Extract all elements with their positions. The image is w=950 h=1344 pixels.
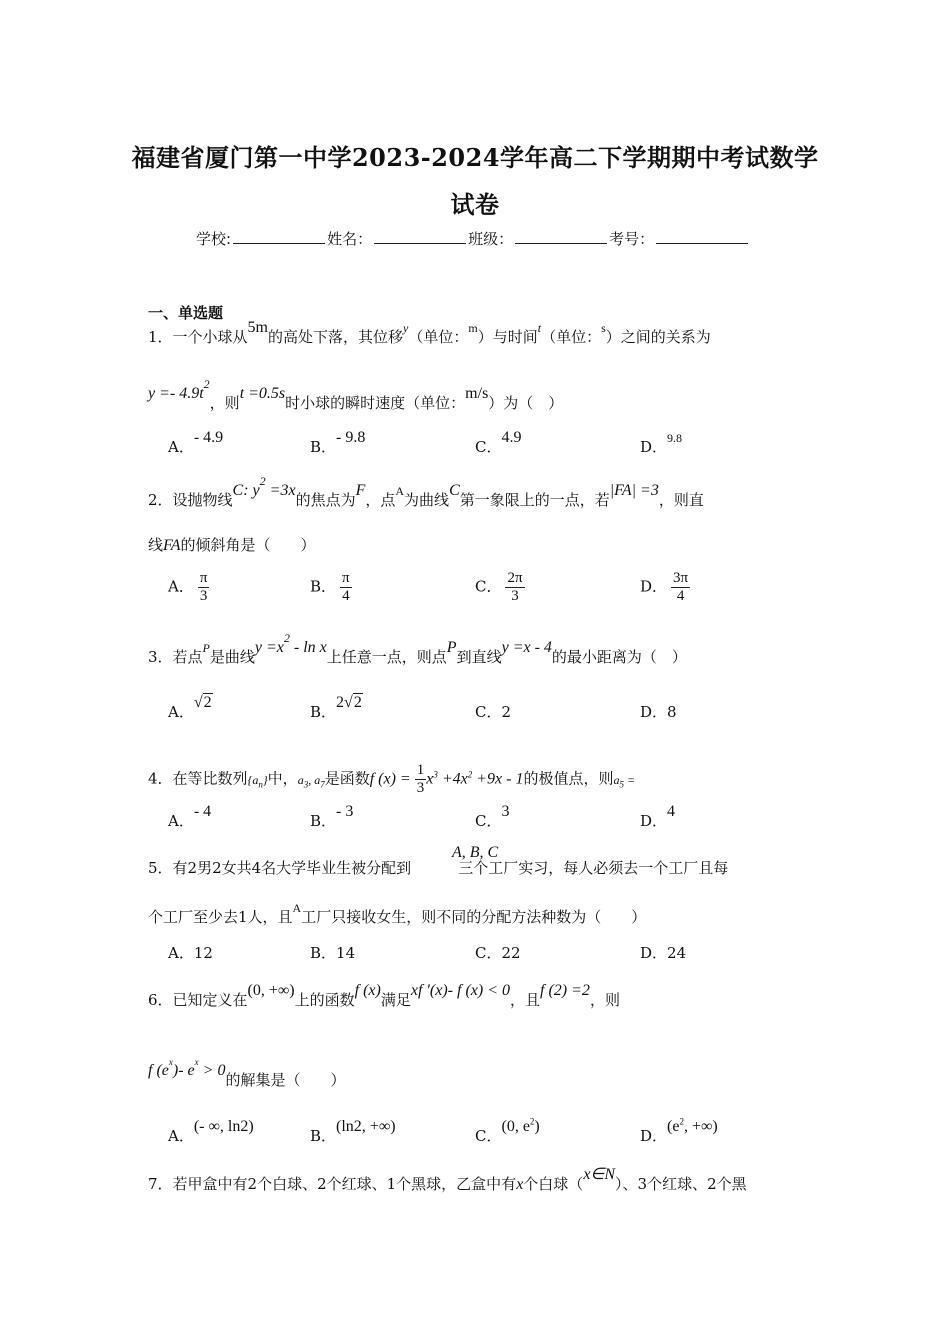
- q1-unit-velocity: m/s: [465, 385, 489, 402]
- class-label: 班级：: [468, 230, 514, 248]
- denominator: 4: [676, 588, 685, 604]
- q2-parabola: C: y: [232, 482, 260, 499]
- q3-point-p: P: [446, 639, 457, 656]
- term-a: a: [297, 772, 304, 787]
- seq-open: {a: [247, 772, 259, 787]
- question-5-line-2: [148, 901, 647, 928]
- value-part: ): [534, 1118, 540, 1135]
- name-label: 姓名：: [327, 230, 373, 248]
- numerator: 3π: [673, 570, 689, 586]
- q2-curve: C: [449, 482, 460, 499]
- option-label: A．: [168, 438, 194, 456]
- option-text: C．2: [475, 703, 512, 721]
- q3-option-d[interactable]: [640, 701, 677, 722]
- q2-text: 线: [148, 536, 164, 554]
- option-value: [501, 1118, 539, 1135]
- option-label: D．: [640, 1127, 668, 1145]
- option-label: D．: [640, 438, 668, 456]
- q6-option-b[interactable]: [310, 1118, 396, 1146]
- q4-poly: x: [426, 770, 434, 788]
- q6-option-d[interactable]: [640, 1116, 718, 1146]
- q4-option-b[interactable]: [310, 803, 354, 831]
- q6-inequality: xf ′(x)- f (x) < 0: [410, 982, 511, 999]
- option-label: C．: [475, 577, 502, 596]
- name-field[interactable]: [374, 229, 466, 244]
- number-field[interactable]: [656, 229, 748, 244]
- numerator: 1: [416, 762, 425, 778]
- exponent: 2: [679, 1116, 684, 1127]
- q3-text: 的最小距离为（ ）: [551, 648, 687, 666]
- q3-option-b[interactable]: [310, 694, 363, 722]
- option-value: [667, 1118, 718, 1135]
- q2-option-b[interactable]: [310, 570, 352, 605]
- option-text: A．12: [168, 944, 213, 962]
- q1-var-t: t: [537, 321, 542, 335]
- exponent: x: [168, 1057, 173, 1067]
- q4-option-c[interactable]: [475, 803, 510, 831]
- option-label: D．: [640, 577, 668, 596]
- option-label: A．: [168, 577, 194, 596]
- q5-option-d[interactable]: [640, 942, 686, 963]
- q4-text: 中，: [267, 769, 298, 788]
- q7-condition: x∈N: [583, 1166, 616, 1183]
- q2-distance: |FA| =3: [609, 482, 659, 499]
- section-title: 一、单选题: [148, 304, 224, 322]
- q1-formula-exponent: 2: [203, 377, 210, 391]
- option-label: C．: [475, 438, 502, 456]
- q4-a5: [613, 773, 635, 787]
- option-value: 4: [667, 803, 676, 820]
- denominator: 3: [416, 780, 425, 796]
- numerator: 2π: [507, 570, 523, 586]
- numerator: π: [199, 570, 208, 586]
- q1-formula: y =- 4.9t: [148, 385, 204, 402]
- option-label: B．: [310, 812, 337, 830]
- subscript: 7: [320, 778, 325, 789]
- q5-option-b[interactable]: [310, 942, 355, 963]
- q6-function: f (x): [354, 982, 381, 999]
- q1-text: ）为（ ）: [488, 394, 564, 412]
- question-2-line-2: [148, 535, 316, 556]
- q1-unit-m: m: [468, 321, 478, 335]
- q5-option-a[interactable]: [168, 942, 213, 963]
- q2-text: 第一象限上的一点，若: [459, 491, 610, 509]
- q5-factory-names: A, B, C: [452, 844, 499, 861]
- q1-option-c[interactable]: [475, 429, 522, 457]
- option-value: 4.9: [501, 429, 522, 446]
- q6-text: 上的函数: [294, 991, 355, 1009]
- q4-sequence: [248, 773, 268, 787]
- q1-option-d[interactable]: [640, 431, 683, 457]
- school-field[interactable]: [233, 229, 325, 244]
- q4-text: 是函数: [324, 769, 370, 788]
- q5-text: 5．有2男2女共4名大学毕业生被分配到: [148, 859, 412, 877]
- option-value: 3: [501, 803, 510, 820]
- q1-height: 5m: [247, 319, 268, 336]
- q2-option-d[interactable]: [640, 570, 690, 605]
- q6-expression: f (e: [148, 1062, 169, 1079]
- sqrt-expression: √2: [193, 694, 212, 711]
- equals: =: [623, 772, 636, 787]
- value-part: , +∞): [683, 1118, 718, 1135]
- q4-text: 4．在等比数列: [148, 769, 248, 788]
- q1-var-y: y: [403, 321, 409, 335]
- student-info-row: [196, 228, 750, 249]
- denominator: 4: [342, 588, 350, 604]
- option-label: B．: [310, 438, 337, 456]
- option-label: B．: [310, 577, 337, 596]
- exponent: 3: [433, 769, 438, 780]
- q1-text: 的高处下落，其位移: [268, 328, 404, 346]
- school-label: 学校:: [196, 230, 232, 248]
- q3-option-a[interactable]: [168, 694, 213, 722]
- option-label: C．: [475, 1127, 502, 1145]
- q1-time-value: t =0.5s: [239, 385, 286, 402]
- exponent: 2: [467, 769, 473, 780]
- q3-line: y =x - 4: [501, 639, 552, 656]
- q4-function: f (x) =: [369, 770, 411, 788]
- q1-text: ）与时间: [477, 328, 538, 346]
- q2-text: ，则直: [658, 491, 704, 509]
- q3-point-p: P: [202, 641, 210, 655]
- q2-text: 为曲线: [404, 491, 450, 509]
- q2-point-a: A: [395, 484, 405, 498]
- q2-parabola-rhs: =3x: [265, 482, 296, 499]
- fraction: [198, 570, 210, 605]
- term-a: a: [613, 772, 620, 787]
- q1-unit-s: s: [601, 321, 606, 335]
- question-1-line-1: [148, 319, 711, 348]
- option-label: D．: [640, 812, 668, 830]
- page-title: 福建省厦门第一中学2023-2024学年高二下学期期中考试数学: [131, 143, 819, 172]
- option-value: 9.8: [667, 431, 683, 445]
- q3-text: 上任意一点，则点: [326, 648, 447, 666]
- q2-option-c[interactable]: [475, 570, 525, 605]
- q5-factory-a: A: [292, 901, 302, 915]
- q2-segment: FA: [163, 537, 181, 554]
- coefficient: 2: [336, 694, 345, 711]
- q3-option-c[interactable]: [475, 701, 511, 722]
- q1-text: ，则: [209, 394, 240, 412]
- q6-text: 的解集是（ ）: [225, 1071, 346, 1089]
- fraction: [505, 570, 524, 605]
- exponent: 2: [529, 1116, 535, 1127]
- option-label: C．: [475, 812, 502, 830]
- option-value: - 4: [193, 803, 212, 820]
- q6-text: 满足: [380, 991, 411, 1009]
- fraction: [415, 762, 427, 797]
- option-text: D．8: [640, 703, 677, 721]
- q4-option-d[interactable]: [640, 803, 676, 831]
- q7-text: ）、3个红球、2个黑: [615, 1175, 747, 1193]
- value-part: (e: [667, 1118, 680, 1135]
- q4-terms: [298, 773, 325, 787]
- question-7-line-1: [148, 1166, 747, 1195]
- q5-text: 三个工厂实习，每人必须去一个工厂且每: [458, 859, 729, 877]
- radicand: 2: [353, 694, 362, 711]
- q3-text: 3．若点: [148, 648, 203, 666]
- q1-text: （单位：: [541, 328, 602, 346]
- page-title-continued: 试卷: [450, 190, 500, 219]
- q2-exponent: 2: [259, 474, 266, 488]
- q3-exponent: 2: [283, 631, 290, 645]
- q6-text: 6．已知定义在: [148, 991, 248, 1009]
- q6-option-c[interactable]: [475, 1116, 540, 1146]
- q6-option-a[interactable]: [168, 1118, 254, 1146]
- subscript: 5: [619, 778, 624, 789]
- question-6-line-1: [148, 982, 620, 1011]
- denominator: 3: [511, 588, 519, 604]
- question-2-line-1: [148, 474, 704, 511]
- number-label: 考号：: [609, 230, 655, 248]
- q4-poly: +9x - 1: [472, 770, 524, 788]
- q6-text: ，且: [510, 991, 541, 1009]
- q7-text: 7．若甲盒中有2个白球、2个红球、1个黑球，乙盒中有: [148, 1175, 517, 1193]
- q1-text: ）之间的关系为: [605, 328, 711, 346]
- sqrt-expression: 2√2: [336, 694, 362, 711]
- option-value: - 4.9: [193, 429, 224, 446]
- option-label: A．: [168, 812, 194, 830]
- option-text: D．24: [640, 944, 687, 962]
- option-value: (ln2, +∞): [336, 1118, 396, 1135]
- question-1-line-2: [148, 377, 564, 414]
- question-5-line-1: [148, 858, 728, 878]
- option-value: - 9.8: [336, 429, 366, 446]
- question-3-line-1: [148, 631, 687, 668]
- q2-focus: F: [355, 482, 366, 499]
- q3-curve-rest: - ln x: [289, 639, 327, 656]
- q6-domain: (0, +∞): [247, 982, 295, 999]
- option-label: A．: [168, 1127, 194, 1145]
- q7-text: 个白球（: [523, 1175, 584, 1193]
- q1-text: （单位：: [408, 328, 469, 346]
- q4-option-a[interactable]: [168, 803, 212, 831]
- question-4-line-1: [148, 762, 635, 797]
- q6-value: f (2) =2: [540, 982, 590, 999]
- subscript: 3: [303, 778, 309, 789]
- denominator: 3: [199, 588, 208, 604]
- q2-text: ，点: [365, 491, 396, 509]
- option-value: - 3: [336, 803, 354, 820]
- term-a: , a: [308, 772, 321, 787]
- q7-var-x: x: [516, 1176, 524, 1193]
- q1-option-a[interactable]: [168, 429, 224, 457]
- radicand: 2: [203, 694, 212, 711]
- option-label: B．: [310, 1127, 337, 1145]
- q6-text: ，则: [589, 991, 620, 1009]
- option-value: (- ∞, ln2): [193, 1118, 254, 1135]
- q3-text: 是曲线: [209, 648, 255, 666]
- value-part: (0, e: [501, 1118, 530, 1135]
- option-label: B．: [310, 703, 337, 721]
- q2-option-a[interactable]: [168, 570, 209, 605]
- q1-text: 时小球的瞬时速度（单位：: [285, 394, 466, 412]
- numerator: π: [342, 570, 350, 586]
- q2-text: 的倾斜角是（ ）: [180, 536, 316, 554]
- q3-curve: y =x: [254, 639, 284, 656]
- q3-text: 到直线: [456, 648, 502, 666]
- q4-text: 的极值点，则: [523, 769, 614, 788]
- q2-text: 的焦点为: [295, 491, 356, 509]
- q4-poly: +4x: [437, 770, 468, 788]
- q5-option-c[interactable]: [475, 942, 521, 963]
- q6-expression: )- e: [172, 1062, 195, 1079]
- exponent: x: [194, 1057, 199, 1067]
- class-field[interactable]: [515, 229, 607, 244]
- seq-close: }: [262, 772, 268, 787]
- option-text: C．22: [475, 944, 521, 962]
- q5-text: 工厂只接收女生，则不同的分配方法种数为（ ）: [301, 908, 647, 926]
- question-6-line-2: [148, 1057, 346, 1091]
- q2-text: 2．设抛物线: [148, 491, 233, 509]
- seq-subscript: n: [258, 778, 263, 789]
- q5-text: 个工厂至少去1人，且: [148, 908, 293, 926]
- q6-expression: > 0: [198, 1062, 226, 1079]
- fraction: [671, 570, 690, 605]
- q1-option-b[interactable]: [310, 429, 366, 457]
- option-label: A．: [168, 703, 194, 721]
- fraction: [340, 570, 352, 605]
- option-text: B．14: [310, 944, 356, 962]
- q1-text: 1．一个小球从: [148, 328, 248, 346]
